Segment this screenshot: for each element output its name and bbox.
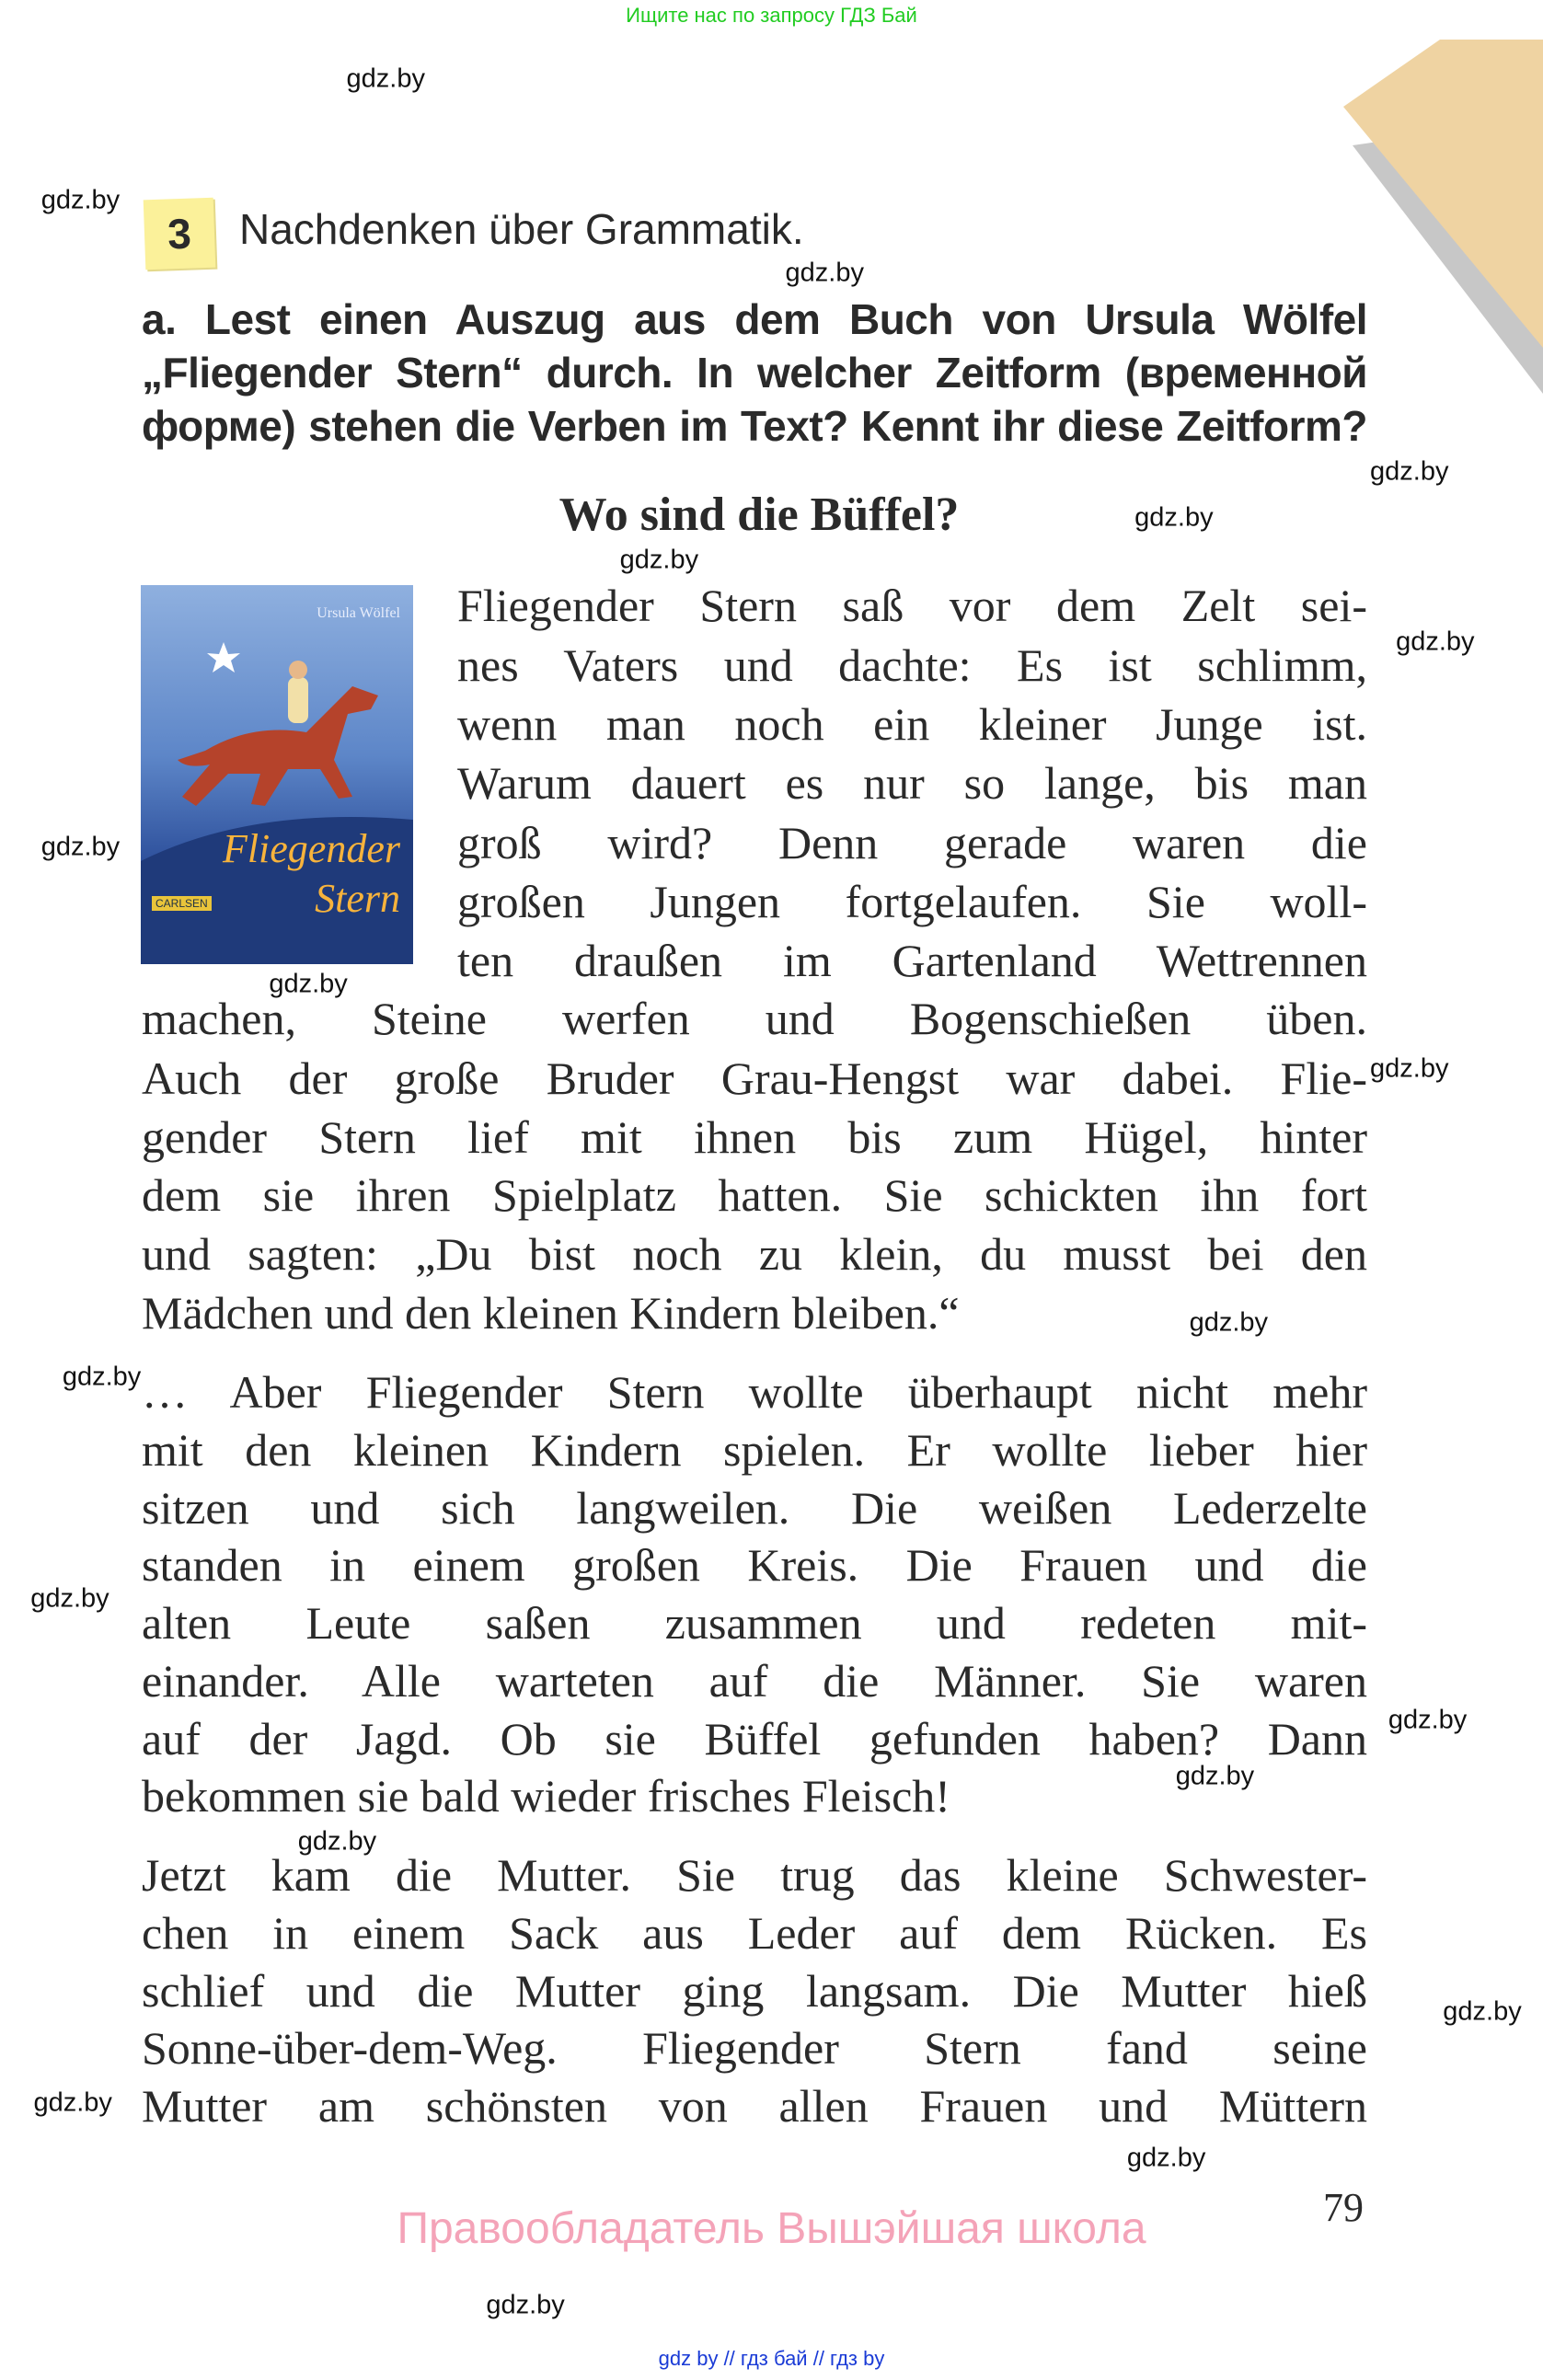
story-title: Wo sind die Büffel? — [558, 489, 960, 541]
watermark: gdz.by — [346, 63, 425, 94]
story-line: machen, Steine werfen und Bogenschießen üben. — [142, 993, 1367, 1045]
story-line: wenn man noch ein kleiner Junge ist. — [457, 697, 1367, 750]
story-line: nes Vaters und dachte: Es ist schlimm, — [457, 638, 1367, 691]
story-line: Jetzt kam die Mutter. Sie trug das kleine Schwester- — [142, 1849, 1367, 1902]
story-line: auf der Jagd. Ob sie Büffel gefunden haben? Dann — [142, 1712, 1367, 1765]
cover-title — [223, 824, 400, 924]
watermark: gdz.by — [1370, 1053, 1449, 1084]
watermark: gdz.by — [40, 832, 121, 862]
page-number: 79 — [1323, 2185, 1364, 2230]
cover-title-line: Stern — [315, 876, 400, 921]
watermark: gdz.by — [1443, 1996, 1522, 2027]
watermark: gdz.by — [619, 545, 699, 575]
story-line: dem sie ihren Spielplatz hatten. Sie schickten ihn fort — [142, 1168, 1367, 1221]
corner-decoration — [1343, 35, 1543, 421]
story-line: … Aber Fliegender Stern wollte überhaupt nicht mehr — [142, 1366, 1367, 1419]
story-line: großen Jungen fortgelaufen. Sie woll- — [457, 876, 1367, 928]
top-banner[interactable]: Ищите нас по запросу ГДЗ Бай — [626, 4, 917, 27]
task-line: „Fliegender Stern“ durch. In welcher Zeitform (временной — [142, 349, 1367, 397]
story-line: Auch der große Bruder Grau-Hengst war dabei. Flie- — [142, 1052, 1367, 1104]
cover-publisher: CARLSEN — [152, 896, 212, 911]
story-line: einander. Alle warteten auf die Männer. Sie waren — [142, 1654, 1367, 1707]
story-line: standen in einem großen Kreis. Die Frauen und die — [142, 1539, 1367, 1592]
story-line: schlief und die Mutter ging langsam. Die Mutter hieß — [142, 1964, 1367, 2017]
cover-author: Ursula Wölfel — [317, 605, 400, 621]
exercise-number-badge: 3 — [144, 198, 216, 270]
story-line: Fliegender Stern saß vor dem Zelt sei- — [457, 580, 1367, 632]
watermark: gdz.by — [1189, 1307, 1269, 1338]
watermark: gdz.by — [40, 185, 121, 215]
story-line: ten draußen im Gartenland Wettrennen — [457, 935, 1367, 987]
task-line: a. Lest einen Auszug aus dem Buch von Ursula Wölfel — [142, 295, 1367, 343]
book-cover-image — [141, 585, 413, 964]
story-line: alten Leute saßen zusammen und redeten mit- — [142, 1597, 1367, 1650]
watermark: gdz.by — [1396, 627, 1475, 657]
watermark: gdz.by — [1388, 1705, 1468, 1735]
story-line: sitzen und sich langweilen. Die weißen Lederzelte — [142, 1481, 1367, 1534]
story-line: Mädchen und den kleinen Kindern bleiben.“ — [142, 1287, 960, 1339]
watermark: gdz.by — [62, 1362, 142, 1392]
story-line: groß wird? Denn gerade waren die — [457, 816, 1367, 868]
story-line: mit den kleinen Kindern spielen. Er wollte lieber hier — [142, 1423, 1367, 1476]
story-line: Warum dauert es nur so lange, bis man — [457, 757, 1367, 810]
watermark: gdz.by — [297, 1826, 377, 1857]
watermark: gdz.by — [1175, 1761, 1255, 1791]
watermark: gdz.by — [1126, 2143, 1206, 2172]
watermark: gdz.by — [1134, 502, 1214, 533]
story-line: Sonne-über-dem-Weg. Fliegender Stern fand seine — [142, 2022, 1367, 2075]
story-line: chen in einem Sack aus Leder auf dem Rücken. Es — [142, 1906, 1367, 1959]
watermark: gdz.by — [785, 258, 864, 288]
exercise-heading: Nachdenken über Grammatik. — [239, 205, 804, 253]
watermark: gdz.by — [30, 1583, 109, 1614]
footer-links[interactable]: gdz by // гдз бай // гдз by — [658, 2347, 885, 2370]
star-icon — [207, 642, 240, 673]
story-line: Mutter am schönsten von allen Frauen und Müttern — [142, 2080, 1367, 2133]
cover-title-line: Fliegender — [222, 826, 400, 871]
task-line: форме) stehen die Verben im Text? Kennt ihr diese Zeitform? — [142, 402, 1367, 450]
story-line: bekommen sie bald wieder frisches Fleisch! — [142, 1770, 950, 1822]
watermark: gdz.by — [486, 2290, 565, 2320]
story-line: gender Stern lief mit ihnen bis zum Hügel, hinter — [142, 1110, 1367, 1163]
story-line: und sagten: „Du bist noch zu klein, du musst bei den — [142, 1228, 1367, 1281]
copyright-notice: Правообладатель Вышэйшая школа — [397, 2204, 1146, 2253]
watermark: gdz.by — [1370, 456, 1449, 487]
watermark: gdz.by — [33, 2087, 112, 2118]
watermark: gdz.by — [269, 969, 348, 999]
